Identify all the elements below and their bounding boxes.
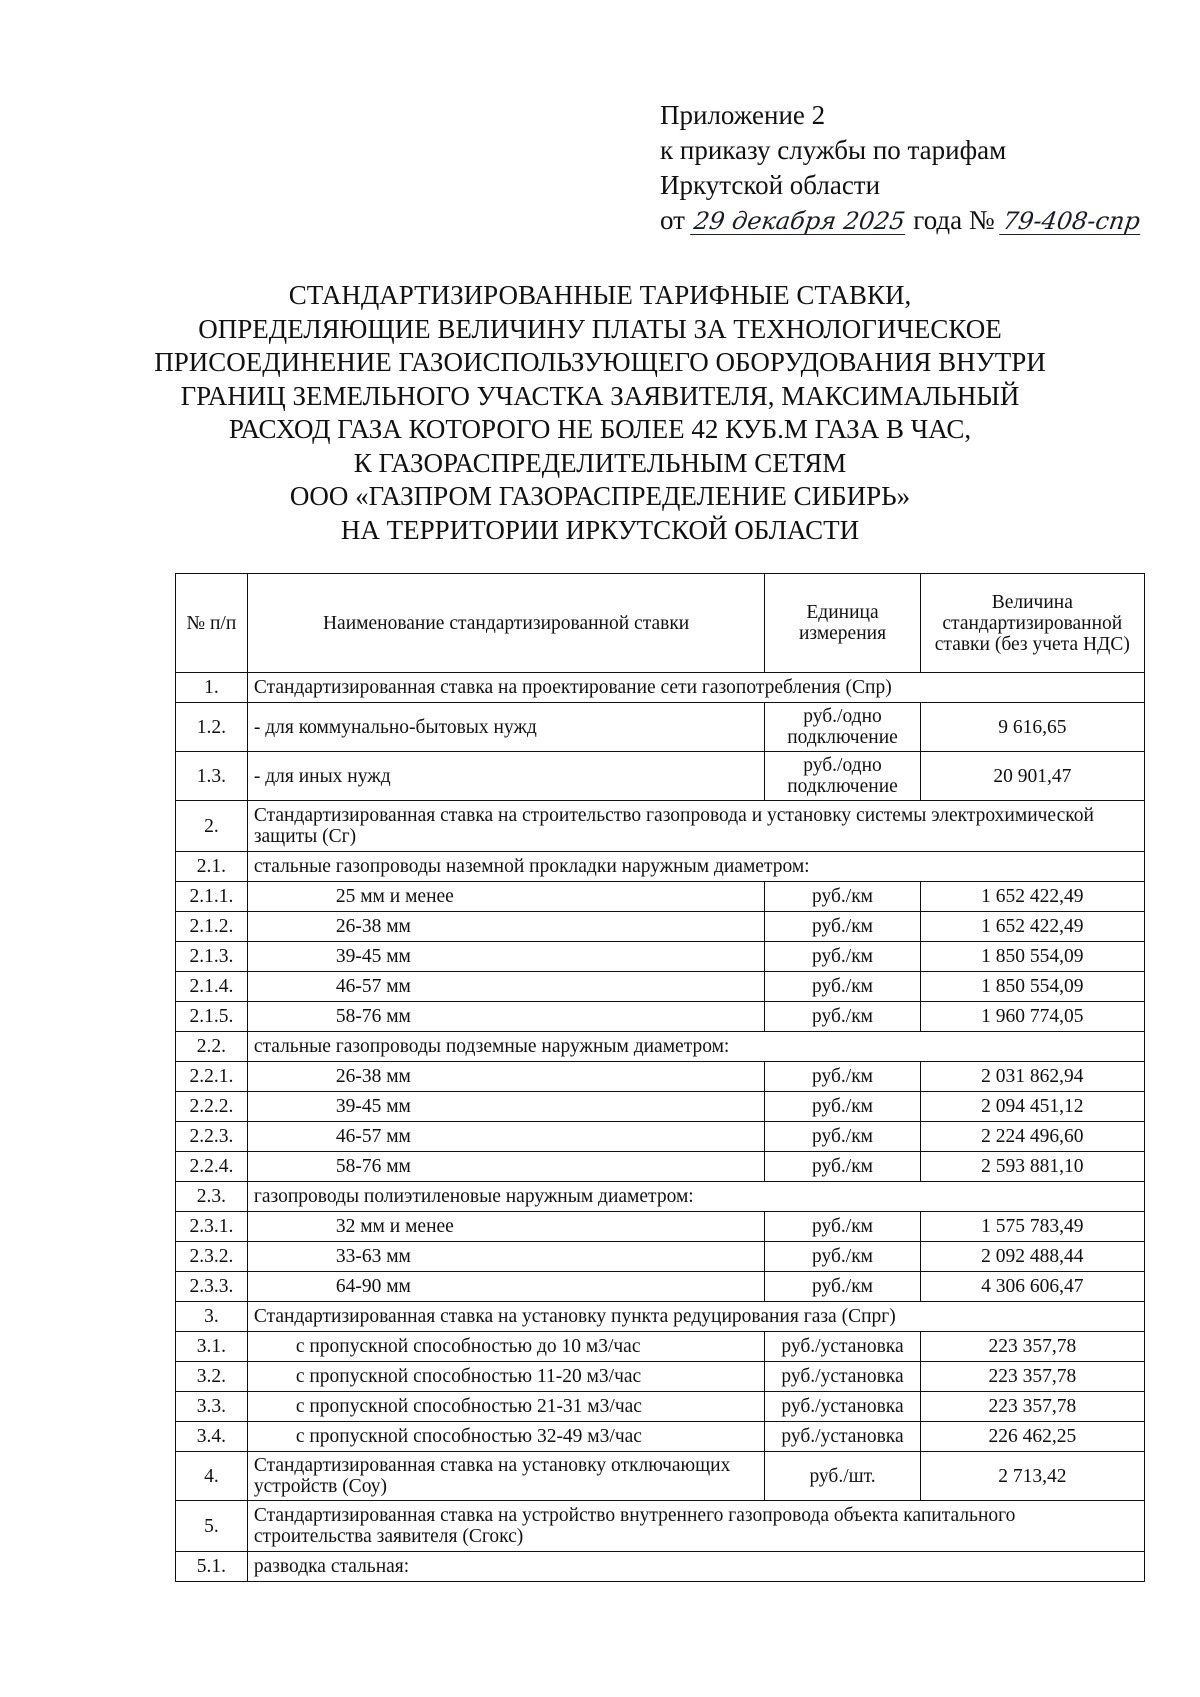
row-value: 2 094 451,12 <box>920 1092 1144 1122</box>
table-row <box>176 1152 1145 1182</box>
table-row <box>176 703 1145 752</box>
row-unit: руб./км <box>765 1242 920 1272</box>
row-unit: руб./км <box>765 972 920 1002</box>
row-name: - для иных нужд <box>247 752 765 801</box>
row-name: с пропускной способностью 32-49 м3/час <box>247 1422 765 1452</box>
date-prefix: от <box>660 205 685 235</box>
row-name: с пропускной способностью 11-20 м3/час <box>247 1362 765 1392</box>
document-title <box>120 279 1080 547</box>
row-name: 46-57 мм <box>247 1122 765 1152</box>
row-number: 2.3.2. <box>176 1242 248 1272</box>
row-value: 1 575 783,49 <box>920 1212 1144 1242</box>
row-value: 223 357,78 <box>920 1332 1144 1362</box>
title-line: ООО «ГАЗПРОМ ГАЗОРАСПРЕДЕЛЕНИЕ СИБИРЬ» <box>289 481 911 511</box>
title-line: РАСХОД ГАЗА КОТОРОГО НЕ БОЛЕЕ 42 КУБ.М ГАЗА В ЧАС, <box>228 414 972 444</box>
table-row <box>176 1212 1145 1242</box>
row-number: 3.2. <box>176 1362 248 1392</box>
header-unit: Единица измерения <box>765 574 920 673</box>
row-number: 2. <box>176 801 248 852</box>
row-number: 2.1.4. <box>176 972 248 1002</box>
header-name: Наименование стандартизированной ставки <box>247 574 765 673</box>
row-number: 2.1. <box>176 852 248 882</box>
row-name: 46-57 мм <box>247 972 765 1002</box>
row-number: 2.1.2. <box>176 912 248 942</box>
row-unit: руб./установка <box>765 1362 920 1392</box>
row-name: Стандартизированная ставка на устройство внутреннего газопровода объекта капитального строительства заявителя (Сгокс) <box>247 1501 1144 1552</box>
row-name: разводка стальная: <box>247 1552 1144 1582</box>
row-name: 64-90 мм <box>247 1272 765 1302</box>
row-name: газопроводы полиэтиленовые наружным диаметром: <box>247 1182 1144 1212</box>
table-row <box>176 1422 1145 1452</box>
rates-table <box>175 573 1145 1582</box>
title-line: СТАНДАРТИЗИРОВАННЫЕ ТАРИФНЫЕ СТАВКИ, <box>288 280 912 310</box>
row-number: 1. <box>176 673 248 703</box>
table-row <box>176 673 1145 703</box>
row-number: 1.3. <box>176 752 248 801</box>
row-name: Стандартизированная ставка на установку отключающих устройств (Соу) <box>247 1452 765 1501</box>
row-name: 25 мм и менее <box>247 882 765 912</box>
row-name: с пропускной способностью до 10 м3/час <box>247 1332 765 1362</box>
table-row <box>176 1302 1145 1332</box>
table-row <box>176 1092 1145 1122</box>
row-number: 2.2.4. <box>176 1152 248 1182</box>
row-unit: руб./км <box>765 882 920 912</box>
row-value: 2 224 496,60 <box>920 1122 1144 1152</box>
row-unit: руб./одно подключение <box>765 752 920 801</box>
row-value: 226 462,25 <box>920 1422 1144 1452</box>
row-value: 9 616,65 <box>920 703 1144 752</box>
row-name: 33-63 мм <box>247 1242 765 1272</box>
table-row <box>176 1452 1145 1501</box>
row-number: 2.2.3. <box>176 1122 248 1152</box>
row-number: 5. <box>176 1501 248 1552</box>
row-name: стальные газопроводы наземной прокладки наружным диаметром: <box>247 852 1144 882</box>
row-value: 2 031 862,94 <box>920 1062 1144 1092</box>
row-unit: руб./км <box>765 942 920 972</box>
row-name: 39-45 мм <box>247 942 765 972</box>
row-unit: руб./км <box>765 912 920 942</box>
row-name: 58-76 мм <box>247 1002 765 1032</box>
table-row <box>176 1032 1145 1062</box>
row-number: 2.3.3. <box>176 1272 248 1302</box>
appendix-block <box>660 98 1180 238</box>
row-name: Стандартизированная ставка на установку пункта редуцирования газа (Спрг) <box>247 1302 1144 1332</box>
appendix-date-line <box>660 203 1180 238</box>
row-value: 1 960 774,05 <box>920 1002 1144 1032</box>
row-name: Стандартизированная ставка на проектирование сети газопотребления (Спр) <box>247 673 1144 703</box>
row-value: 1 850 554,09 <box>920 972 1144 1002</box>
table-row <box>176 942 1145 972</box>
row-number: 2.1.1. <box>176 882 248 912</box>
table-row <box>176 1392 1145 1422</box>
row-number: 2.3. <box>176 1182 248 1212</box>
row-value: 4 306 606,47 <box>920 1272 1144 1302</box>
appendix-title: Приложение 2 <box>660 100 826 130</box>
row-number: 3.4. <box>176 1422 248 1452</box>
row-unit: руб./км <box>765 1212 920 1242</box>
row-value: 2 713,42 <box>920 1452 1144 1501</box>
row-unit: руб./км <box>765 1272 920 1302</box>
row-unit: руб./одно подключение <box>765 703 920 752</box>
table-row <box>176 1501 1145 1552</box>
row-name: 32 мм и менее <box>247 1212 765 1242</box>
table-header-row <box>176 574 1145 673</box>
table-row <box>176 882 1145 912</box>
row-number: 2.1.3. <box>176 942 248 972</box>
row-name: стальные газопроводы подземные наружным диаметром: <box>247 1032 1144 1062</box>
title-line: ОПРЕДЕЛЯЮЩИЕ ВЕЛИЧИНУ ПЛАТЫ ЗА ТЕХНОЛОГИЧЕСКОЕ <box>198 313 1002 344</box>
row-value: 223 357,78 <box>920 1392 1144 1422</box>
row-number: 2.1.5. <box>176 1002 248 1032</box>
row-number: 3.3. <box>176 1392 248 1422</box>
row-name: - для коммунально-бытовых нужд <box>247 703 765 752</box>
row-number: 1.2. <box>176 703 248 752</box>
row-unit: руб./установка <box>765 1332 920 1362</box>
row-number: 2.2.2. <box>176 1092 248 1122</box>
row-unit: руб./км <box>765 1062 920 1092</box>
table-row <box>176 972 1145 1002</box>
title-line: НА ТЕРРИТОРИИ ИРКУТСКОЙ ОБЛАСТИ <box>340 514 860 545</box>
title-line: ПРИСОЕДИНЕНИЕ ГАЗОИСПОЛЬЗУЮЩЕГО ОБОРУДОВАНИЯ ВНУТРИ <box>154 347 1046 377</box>
table-row <box>176 852 1145 882</box>
row-number: 2.3.1. <box>176 1212 248 1242</box>
title-line: ГРАНИЦ ЗЕМЕЛЬНОГО УЧАСТКА ЗАЯВИТЕЛЯ, МАКСИМАЛЬНЫЙ <box>180 380 1020 411</box>
row-unit: руб./км <box>765 1152 920 1182</box>
row-number: 2.2. <box>176 1032 248 1062</box>
row-number: 3.1. <box>176 1332 248 1362</box>
appendix-region: Иркутской области <box>660 170 881 200</box>
row-value: 20 901,47 <box>920 752 1144 801</box>
row-name: с пропускной способностью 21-31 м3/час <box>247 1392 765 1422</box>
row-unit: руб./установка <box>765 1392 920 1422</box>
row-name: Стандартизированная ставка на строительство газопровода и установку системы электрохимической защиты (Сг) <box>247 801 1144 852</box>
row-name: 58-76 мм <box>247 1152 765 1182</box>
row-name: 26-38 мм <box>247 912 765 942</box>
row-value: 223 357,78 <box>920 1362 1144 1392</box>
row-unit: руб./км <box>765 1002 920 1032</box>
header-number: № п/п <box>176 574 248 673</box>
table-row <box>176 1062 1145 1092</box>
table-row <box>176 1122 1145 1152</box>
table-row <box>176 912 1145 942</box>
row-number: 3. <box>176 1302 248 1332</box>
table-row <box>176 1272 1145 1302</box>
row-value: 2 593 881,10 <box>920 1152 1144 1182</box>
row-unit: руб./шт. <box>765 1452 920 1501</box>
table-row <box>176 1242 1145 1272</box>
header-value: Величина стандартизированной ставки (без учета НДС) <box>920 574 1144 673</box>
row-unit: руб./км <box>765 1092 920 1122</box>
row-value: 1 850 554,09 <box>920 942 1144 972</box>
table-row <box>176 1002 1145 1032</box>
row-value: 1 652 422,49 <box>920 912 1144 942</box>
row-unit: руб./установка <box>765 1422 920 1452</box>
appendix-order-ref: к приказу службы по тарифам <box>660 135 1007 165</box>
row-value: 1 652 422,49 <box>920 882 1144 912</box>
table-row <box>176 1332 1145 1362</box>
table-body <box>176 673 1145 1582</box>
row-unit: руб./км <box>765 1122 920 1152</box>
table-row <box>176 1552 1145 1582</box>
title-line: К ГАЗОРАСПРЕДЕЛИТЕЛЬНЫМ СЕТЯМ <box>353 447 847 478</box>
table-row <box>176 1182 1145 1212</box>
row-number: 2.2.1. <box>176 1062 248 1092</box>
row-name: 26-38 мм <box>247 1062 765 1092</box>
handwritten-date: 29 декабря 2025 <box>691 207 907 235</box>
row-number: 4. <box>176 1452 248 1501</box>
year-number-label: года № <box>913 205 995 235</box>
table-row <box>176 801 1145 852</box>
handwritten-order-number: 79-408-спр <box>1001 207 1143 235</box>
row-value: 2 092 488,44 <box>920 1242 1144 1272</box>
table-row <box>176 1362 1145 1392</box>
row-name: 39-45 мм <box>247 1092 765 1122</box>
table-row <box>176 752 1145 801</box>
row-number: 5.1. <box>176 1552 248 1582</box>
